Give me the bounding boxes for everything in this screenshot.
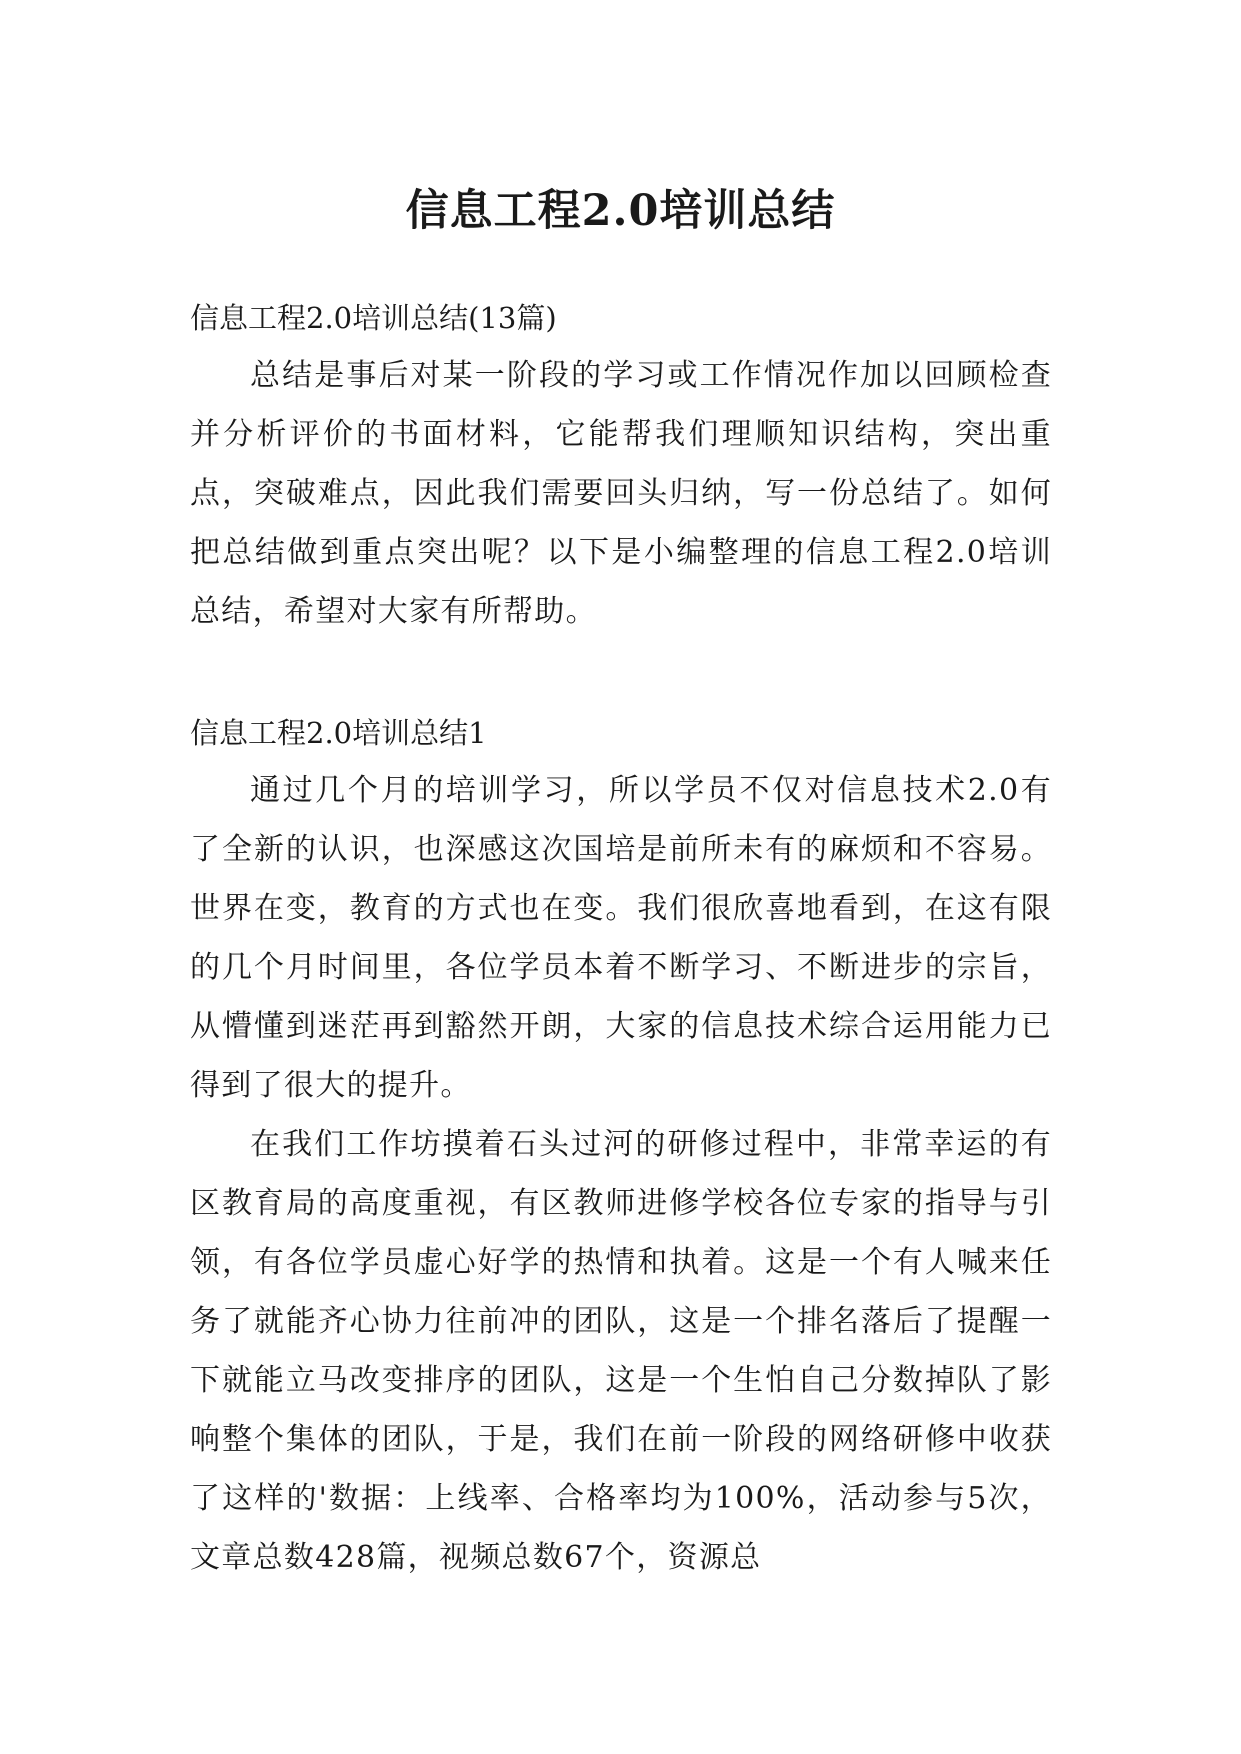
section-heading: 信息工程2.0培训总结1 [190,716,487,750]
section-paragraph: 在我们工作坊摸着石头过河的研修过程中，非常幸运的有区教育局的高度重视，有区教师进修学校各位专家的指导与引领，有各位学员虚心好学的热情和执着。这是一个有人喊来任务了就能齐心协力往前冲的团队，这是一个排名落后了提醒一下就能立马改变排序的团队，这是一个生怕自己分数掉队了影响整个集体的团队，于是，我们在前一阶段的网络研修中收获了这样的'数据：上线率、合格率均为100%，活动参与5次，文章总数428篇，视频总数67个，资源总 [190,1127,1052,1575]
intro-paragraph: 总结是事后对某一阶段的学习或工作情况作加以回顾检查并分析评价的书面材料，它能帮我们理顺知识结构，突出重点，突破难点，因此我们需要回头归纳，写一份总结了。如何把总结做到重点突出呢？以下是小编整理的信息工程2.0培训总结，希望对大家有所帮助。 [190,358,1052,629]
document-body [190,290,1052,1587]
section-spacer [190,641,1052,705]
document-title: 信息工程2.0培训总结 [405,185,836,236]
document-subtitle: 信息工程2.0培训总结(13篇) [190,301,557,335]
section-paragraph: 通过几个月的培训学习，所以学员不仅对信息技术2.0有了全新的认识，也深感这次国培是前所未有的麻烦和不容易。世界在变，教育的方式也在变。我们很欣喜地看到，在这有限的几个月时间里，各位学员本着不断学习、不断进步的宗旨，从懵懂到迷茫再到豁然开朗，大家的信息技术综合运用能力已得到了很大的提升。 [190,773,1052,1103]
